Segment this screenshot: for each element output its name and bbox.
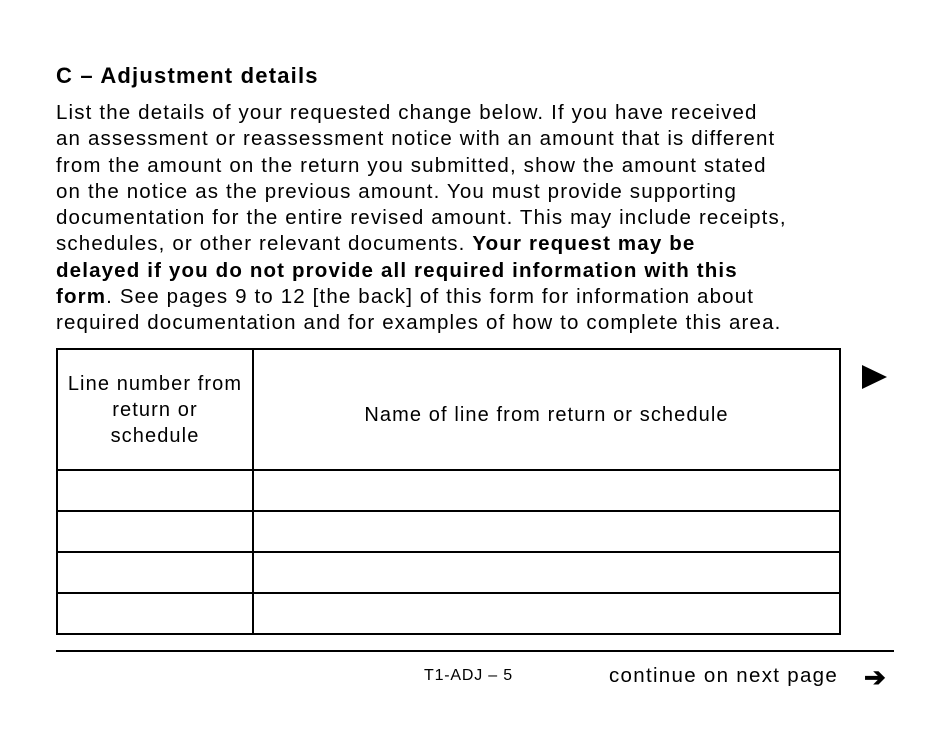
line-name-field[interactable] <box>253 511 840 552</box>
text: required documentation and for examples of how to complete this area. <box>56 311 782 335</box>
instruction-line <box>56 258 787 284</box>
instruction-line <box>56 126 787 152</box>
adjustment-table <box>56 348 841 635</box>
header-line-number: Line number from return or schedule <box>57 349 253 470</box>
instruction-line <box>56 100 787 126</box>
bold-text: form <box>56 285 107 309</box>
line-name-field[interactable] <box>253 593 840 634</box>
instruction-line <box>56 205 787 231</box>
line-number-field[interactable] <box>57 552 253 593</box>
text: an assessment or reassessment notice with an amount that is different <box>56 127 776 151</box>
instruction-line <box>56 179 787 205</box>
table-row <box>57 470 840 511</box>
table-header-row <box>57 349 840 470</box>
instruction-line <box>56 231 787 257</box>
text: . See pages 9 to 12 [the back] of this form for information about <box>106 285 755 309</box>
line-name-field[interactable] <box>253 552 840 593</box>
text: from the amount on the return you submitted, show the amount stated <box>56 153 767 177</box>
section-title: C – Adjustment details <box>56 63 319 88</box>
footer-divider <box>56 650 894 652</box>
bold-text: Your request may be <box>472 232 696 256</box>
instruction-line <box>56 310 787 336</box>
bold-text: delayed if you do not provide all required information with this <box>56 258 738 282</box>
header-line-name: Name of line from return or schedule <box>253 349 840 470</box>
text: documentation for the entire revised amount. This may include receipts, <box>56 206 787 230</box>
right-arrow-icon: ➔ <box>864 662 886 692</box>
text: schedules, or other relevant documents. <box>56 232 473 256</box>
right-triangle-icon <box>862 365 887 389</box>
text: on the notice as the previous amount. You must provide supporting <box>56 179 738 203</box>
table-row <box>57 593 840 634</box>
line-name-field[interactable] <box>253 470 840 511</box>
page-label: T1-ADJ – 5 <box>424 667 513 684</box>
line-number-field[interactable] <box>57 511 253 552</box>
table-row <box>57 511 840 552</box>
line-number-field[interactable] <box>57 470 253 511</box>
continue-text: continue on next page <box>609 664 839 687</box>
text: List the details of your requested change below. If you have received <box>56 101 758 124</box>
line-number-field[interactable] <box>57 593 253 634</box>
table-row <box>57 552 840 593</box>
instructions-paragraph <box>56 100 787 337</box>
instruction-line <box>56 153 787 179</box>
instruction-line <box>56 284 787 310</box>
